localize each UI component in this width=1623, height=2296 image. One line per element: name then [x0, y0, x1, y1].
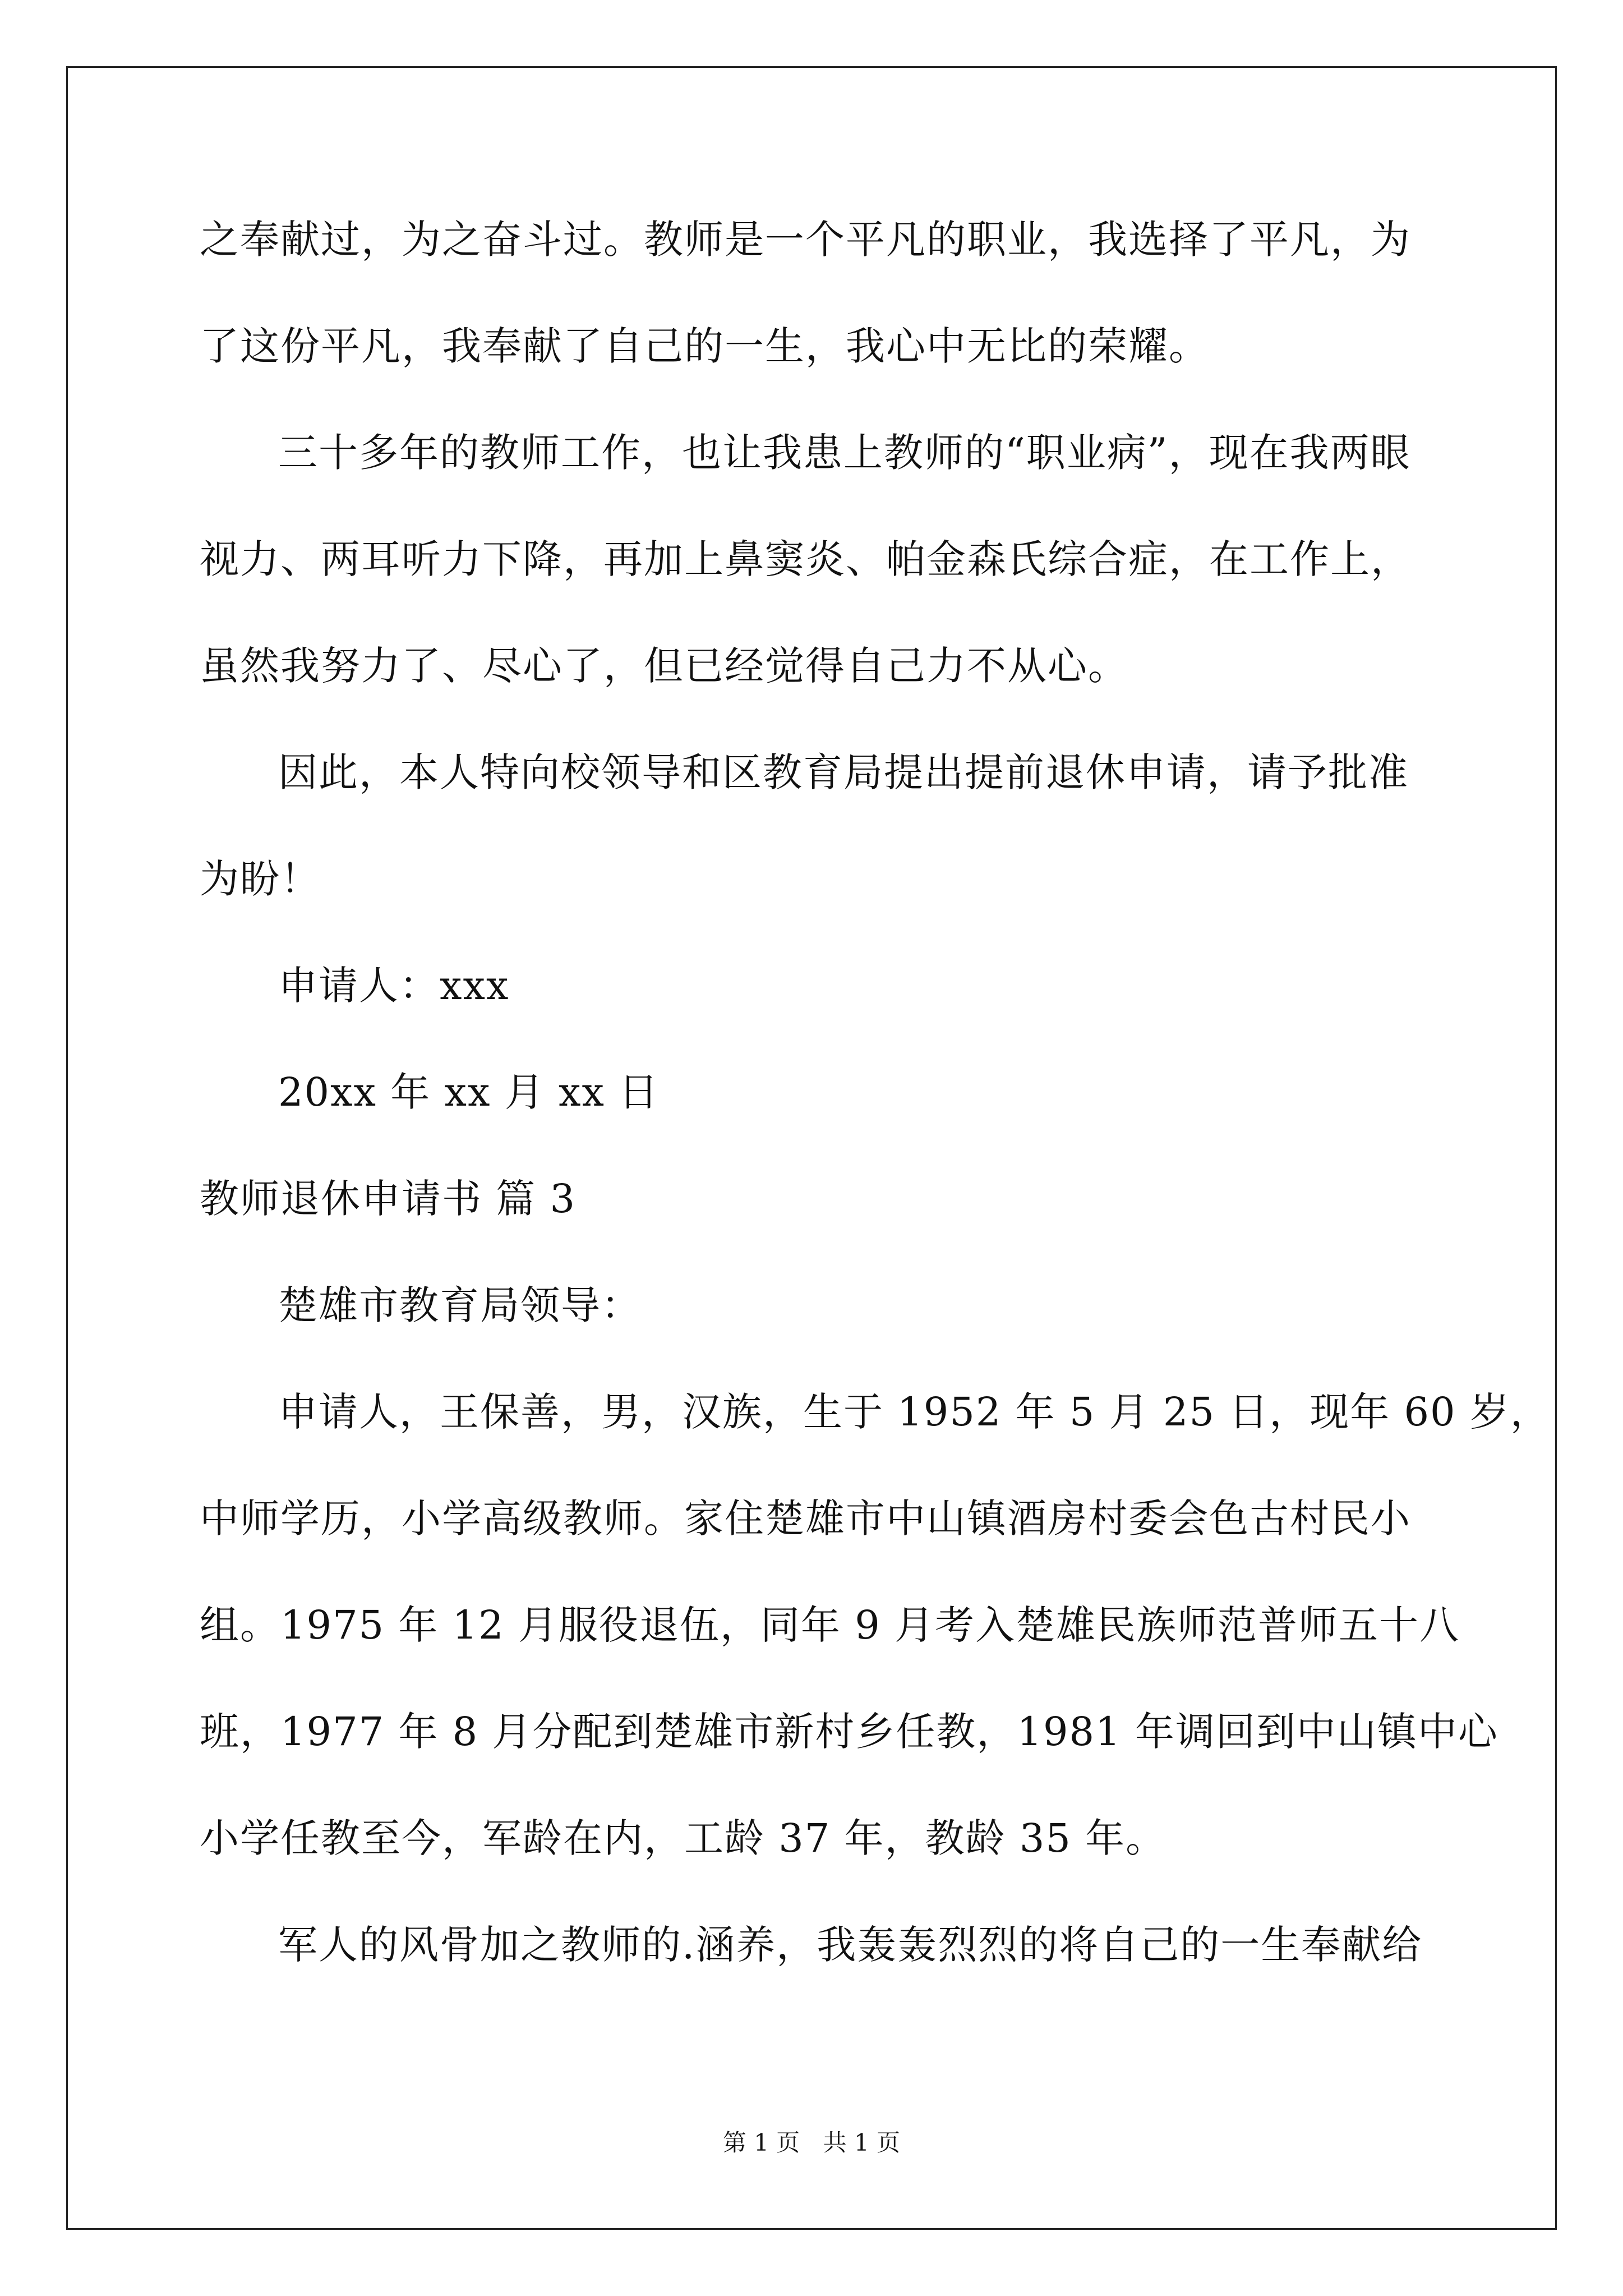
total-page-count: 共 1 页: [823, 2129, 901, 2156]
document-line-15: 班，1977 年 8 月分配到楚雄市新村乡任教，1981 年调回到中山镇中心: [200, 1709, 1498, 1755]
document-line-13: 中师学历，小学高级教师。家住楚雄市中山镇酒房村委会色古村民小: [200, 1496, 1411, 1542]
document-line-17: 军人的风骨加之教师的.涵养，我轰轰烈烈的将自己的一生奉献给: [278, 1922, 1423, 1968]
section-heading: 教师退休申请书 篇 3: [200, 1176, 577, 1222]
document-body: [200, 213, 1551, 2025]
salutation: 楚雄市教育局领导：: [278, 1282, 642, 1328]
page-footer: [0, 2129, 1623, 2157]
document-line-12: 申请人，王保善，男，汉族，生于 1952 年 5 月 25 日，现年 60 岁，: [278, 1389, 1551, 1435]
document-line-2: 了这份平凡，我奉献了自己的一生，我心中无比的荣耀。: [200, 323, 1209, 369]
document-line-5: 虽然我努力了、尽心了，但已经觉得自己力不从心。: [200, 643, 1128, 689]
application-date: 20xx 年 xx 月 xx 日: [278, 1069, 660, 1115]
document-line-6: 因此，本人特向校领导和区教育局提出提前退休申请，请予批准: [278, 749, 1409, 795]
document-line-7: 为盼！: [200, 856, 321, 902]
document-line-14: 组。1975 年 12 月服役退伍，同年 9 月考入楚雄民族师范普师五十八: [200, 1602, 1460, 1648]
document-line-16: 小学任教至今，军龄在内，工龄 37 年，教龄 35 年。: [200, 1815, 1166, 1861]
current-page-number: 第 1 页: [722, 2129, 800, 2156]
document-line-3: 三十多年的教师工作，也让我患上教师的“职业病”，现在我两眼: [278, 430, 1411, 476]
document-line-1: 之奉献过，为之奋斗过。教师是一个平凡的职业，我选择了平凡，为: [200, 217, 1411, 263]
applicant-signature: 申请人：xxx: [278, 963, 510, 1009]
document-line-4: 视力、两耳听力下降，再加上鼻窦炎、帕金森氏综合症，在工作上，: [200, 536, 1411, 582]
